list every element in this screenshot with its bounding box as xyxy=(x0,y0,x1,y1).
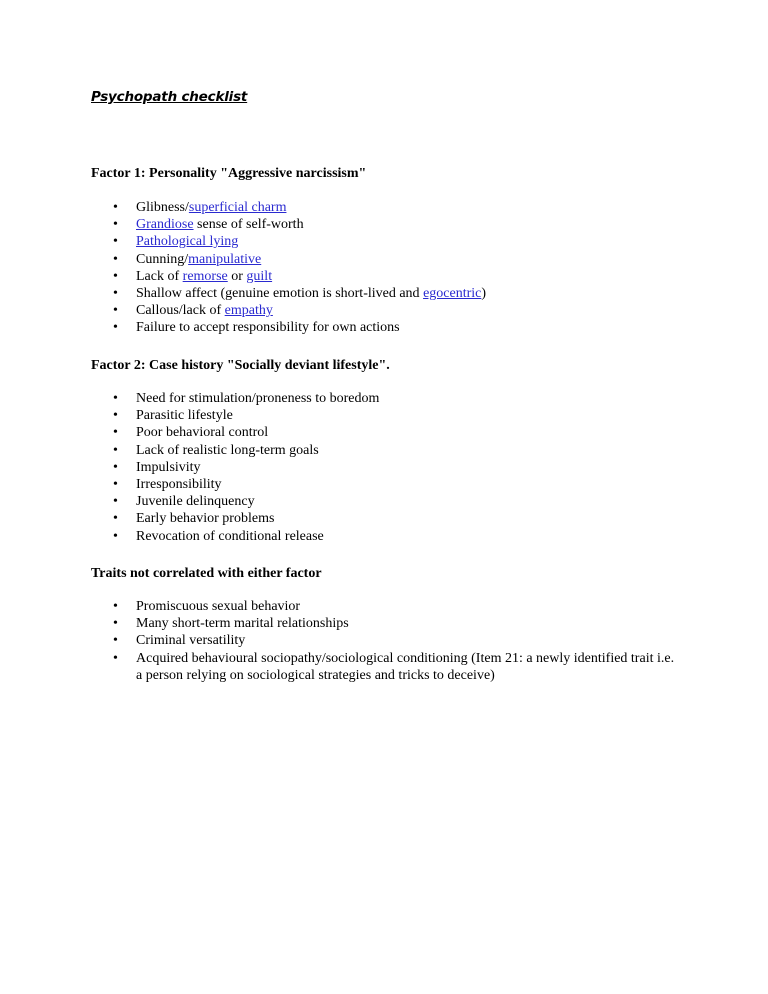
bullet-icon: • xyxy=(113,200,118,215)
item-text: Juvenile delinquency xyxy=(136,494,255,510)
item-text: Impulsivity xyxy=(136,459,201,475)
item-text: or xyxy=(227,268,247,284)
item-text: Poor behavioral control xyxy=(136,425,269,441)
term-link[interactable]: remorse xyxy=(182,268,228,284)
factor1-heading: Factor 1: Personality "Aggressive narcissism" xyxy=(91,166,367,181)
list-item xyxy=(0,302,676,319)
list-item xyxy=(0,476,676,493)
term-link[interactable]: Grandiose xyxy=(136,217,194,233)
bullet-icon: • xyxy=(113,650,118,666)
list-item xyxy=(0,319,676,336)
list-item xyxy=(0,528,676,545)
bullet-icon: • xyxy=(113,616,118,632)
item-text: sense of self-worth xyxy=(193,217,304,233)
item-text: Revocation of conditional release xyxy=(136,528,324,544)
item-text: Many short-term marital relationships xyxy=(136,616,349,632)
item-text: Promiscuous sexual behavior xyxy=(136,599,301,614)
list-item xyxy=(0,199,676,216)
item-text: Callous/lack of xyxy=(136,303,225,319)
bullet-icon: • xyxy=(113,251,118,267)
term-link[interactable]: empathy xyxy=(224,303,273,319)
bullet-icon: • xyxy=(113,391,118,406)
other-traits-heading: Traits not correlated with either factor xyxy=(91,566,322,581)
bullet-icon: • xyxy=(113,425,118,441)
list-item xyxy=(0,424,676,441)
bullet-icon: • xyxy=(113,459,118,475)
bullet-icon: • xyxy=(113,477,118,493)
other-traits-list xyxy=(0,598,676,684)
list-item xyxy=(0,268,676,285)
term-link[interactable]: Pathological lying xyxy=(136,234,239,250)
list-item xyxy=(0,598,676,615)
item-text: Cunning/ xyxy=(136,251,189,267)
list-item xyxy=(0,251,676,268)
bullet-icon: • xyxy=(113,268,118,284)
term-link[interactable]: superficial charm xyxy=(188,200,287,215)
item-text: Need for stimulation/proneness to boredom xyxy=(136,391,380,406)
list-item xyxy=(0,615,676,632)
list-item xyxy=(0,390,676,407)
bullet-icon: • xyxy=(113,633,118,649)
bullet-icon: • xyxy=(113,303,118,319)
list-item xyxy=(0,650,676,684)
page-title: Psychopath checklist xyxy=(91,89,248,105)
bullet-icon: • xyxy=(113,494,118,510)
item-text: Criminal versatility xyxy=(136,633,246,649)
list-item xyxy=(0,407,676,424)
bullet-icon: • xyxy=(113,234,118,250)
list-item xyxy=(0,510,676,527)
bullet-icon: • xyxy=(113,286,118,302)
item-text: Acquired behavioural sociopathy/sociological conditioning (Item 21: a newly identified trait i.e. a person relying on sociological strategies and tricks to deceive) xyxy=(136,650,675,683)
list-item xyxy=(0,233,676,250)
item-text: Irresponsibility xyxy=(136,477,222,493)
item-text: Parasitic lifestyle xyxy=(136,408,233,424)
factor2-list xyxy=(0,390,676,545)
factor1-list xyxy=(0,199,676,337)
term-link[interactable]: guilt xyxy=(246,268,273,284)
item-text: Glibness/ xyxy=(136,200,189,215)
bullet-icon: • xyxy=(113,599,118,614)
item-text: Lack of realistic long-term goals xyxy=(136,442,319,458)
list-item xyxy=(0,216,676,233)
list-item xyxy=(0,442,676,459)
bullet-icon: • xyxy=(113,528,118,544)
item-text: Lack of xyxy=(136,268,183,284)
item-text: Shallow affect (genuine emotion is short-lived and xyxy=(136,286,424,302)
bullet-icon: • xyxy=(113,442,118,458)
list-item xyxy=(0,632,676,649)
factor2-heading: Factor 2: Case history "Socially deviant lifestyle". xyxy=(91,358,390,373)
term-link[interactable]: egocentric xyxy=(423,286,482,302)
term-link[interactable]: manipulative xyxy=(188,251,262,267)
list-item xyxy=(0,285,676,302)
item-text: Failure to accept responsibility for own actions xyxy=(136,320,400,336)
bullet-icon: • xyxy=(113,217,118,233)
item-text: ) xyxy=(481,286,487,302)
bullet-icon: • xyxy=(113,511,118,527)
list-item xyxy=(0,493,676,510)
bullet-icon: • xyxy=(113,320,118,336)
item-text: Early behavior problems xyxy=(136,511,275,527)
bullet-icon: • xyxy=(113,408,118,424)
list-item xyxy=(0,459,676,476)
